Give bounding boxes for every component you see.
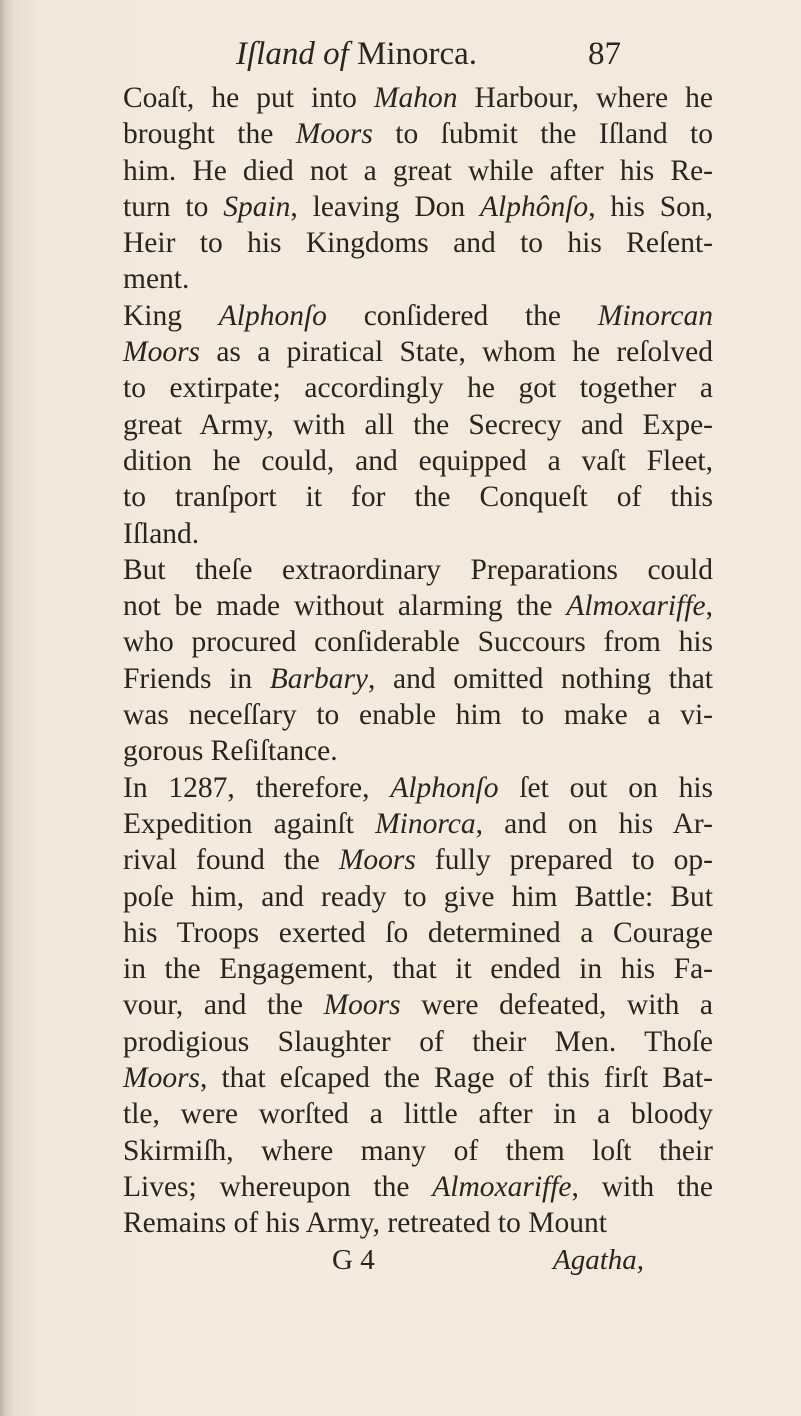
text-line (123, 1024, 713, 1060)
italic-text: Spain (223, 190, 291, 223)
text-segment: , and omitted nothing that (368, 662, 713, 695)
italic-text: Minorca (375, 807, 476, 840)
text-segment: him. He died not a great while after his Re- (123, 154, 713, 187)
text-segment: poſe him, and ready to give him Battle: But (123, 880, 713, 913)
text-line (123, 443, 713, 479)
text-line (123, 552, 713, 588)
text-line (123, 370, 713, 406)
text-segment: King (123, 299, 219, 332)
text-line (123, 661, 713, 697)
text-segment: to extirpate; accordingly he got together a (123, 372, 713, 405)
text-line (123, 624, 713, 660)
text-line (123, 334, 713, 370)
italic-text: Moors (123, 336, 201, 369)
text-line (123, 915, 713, 951)
text-segment: Expedition againſt (123, 807, 376, 840)
italic-text: Mahon (373, 82, 458, 114)
text-segment: , leaving Don (290, 190, 481, 223)
text-segment: not be made without alarming the (123, 590, 567, 623)
text-line (123, 879, 713, 915)
text-line (123, 1096, 713, 1132)
running-header (0, 36, 801, 80)
text-line (123, 588, 713, 624)
text-segment: in the Engagement, that it ended in his Fa- (123, 953, 713, 986)
italic-text: Almoxariffe (566, 590, 706, 623)
text-segment: his Troops exerted ſo determined a Courage (123, 916, 713, 949)
italic-text: Alphonſo (390, 771, 499, 804)
text-line (123, 1133, 713, 1169)
running-title-italic: Iſland of (236, 36, 349, 72)
text-segment: But theſe extraordinary Preparations could (123, 553, 713, 586)
italic-text: Moors (323, 989, 401, 1022)
text-segment: , (705, 590, 713, 623)
text-segment: tle, were worſted a little after in a bloody (123, 1098, 713, 1131)
page-number: 87 (588, 36, 621, 72)
text-line (123, 153, 713, 189)
text-line (123, 842, 713, 878)
text-segment: , with the (571, 1170, 713, 1203)
italic-text: Moors (338, 844, 416, 877)
text-segment: ment. (123, 263, 190, 296)
text-segment: to ſubmit the Iſland to (372, 118, 714, 151)
text-line (123, 697, 713, 733)
text-segment: , that eſcaped the Rage of this firſt Bat- (200, 1062, 713, 1095)
text-segment: dition he could, and equipped a vaſt Fleet, (123, 444, 713, 477)
text-segment: gorous Reſiſtance. (123, 735, 338, 768)
page-footer (0, 1244, 801, 1284)
text-line (123, 225, 713, 261)
text-segment: Harbour, where he (457, 82, 713, 114)
text-segment: Remains of his Army, retreated to Mount (123, 1207, 607, 1240)
text-segment: turn to (123, 190, 224, 223)
text-segment: Lives; whereupon the (123, 1170, 433, 1203)
text-segment: Heir to his Kingdoms and to his Reſent- (123, 227, 713, 260)
text-segment: , his Son, (588, 190, 713, 223)
text-segment: Skirmiſh, where many of them loſt their (123, 1134, 713, 1167)
text-segment: In 1287, therefore, (123, 771, 391, 804)
text-line (123, 298, 713, 334)
text-line (123, 987, 713, 1023)
text-segment: who procured conſiderable Succours from his (123, 626, 713, 659)
running-title (236, 36, 477, 73)
text-line (123, 1169, 713, 1205)
text-line (123, 1205, 713, 1241)
text-segment: prodigious Slaughter of their Men. Thoſe (123, 1025, 713, 1058)
text-line (123, 80, 713, 116)
text-segment: rival found the (123, 844, 339, 877)
italic-text: Minorcan (597, 299, 713, 332)
text-segment: Iſland. (123, 517, 200, 550)
text-line (123, 479, 713, 515)
text-line (123, 189, 713, 225)
catchword: Agatha, (553, 1244, 645, 1276)
signature-mark: G 4 (332, 1244, 375, 1276)
text-segment: was neceſſary to enable him to make a vi- (123, 699, 713, 732)
italic-text: Alphonſo (218, 299, 327, 332)
italic-text: Moors (295, 118, 373, 151)
text-segment: to tranſport it for the Conqueſt of this (123, 481, 713, 514)
text-segment: brought the (123, 118, 296, 151)
text-segment: , and on his Ar- (475, 807, 713, 840)
italic-text: Alphônſo (480, 190, 589, 223)
text-line (123, 1060, 713, 1096)
text-segment: ſet out on his (498, 771, 714, 804)
text-segment: conſidered the (326, 299, 598, 332)
body-text (123, 80, 713, 1242)
text-line (123, 951, 713, 987)
text-line (123, 770, 713, 806)
text-segment: fully prepared to op- (415, 844, 713, 877)
text-line (123, 733, 713, 769)
text-line (123, 516, 713, 552)
text-segment: as a piratical State, whom he reſolved (200, 336, 713, 369)
italic-text: Barbary (269, 662, 369, 695)
text-line (123, 116, 713, 152)
text-segment: great Army, with all the Secrecy and Expe- (123, 408, 713, 441)
text-line (123, 261, 713, 297)
running-title-roman: Minorca. (348, 36, 478, 72)
text-line (123, 407, 713, 443)
italic-text: Almoxariffe (432, 1170, 572, 1203)
text-segment: Coaſt, he put into (123, 82, 374, 114)
text-line (123, 806, 713, 842)
text-segment: Friends in (123, 662, 270, 695)
text-segment: vour, and the (123, 989, 324, 1022)
italic-text: Moors (123, 1062, 201, 1095)
text-segment: were defeated, with a (400, 989, 714, 1022)
